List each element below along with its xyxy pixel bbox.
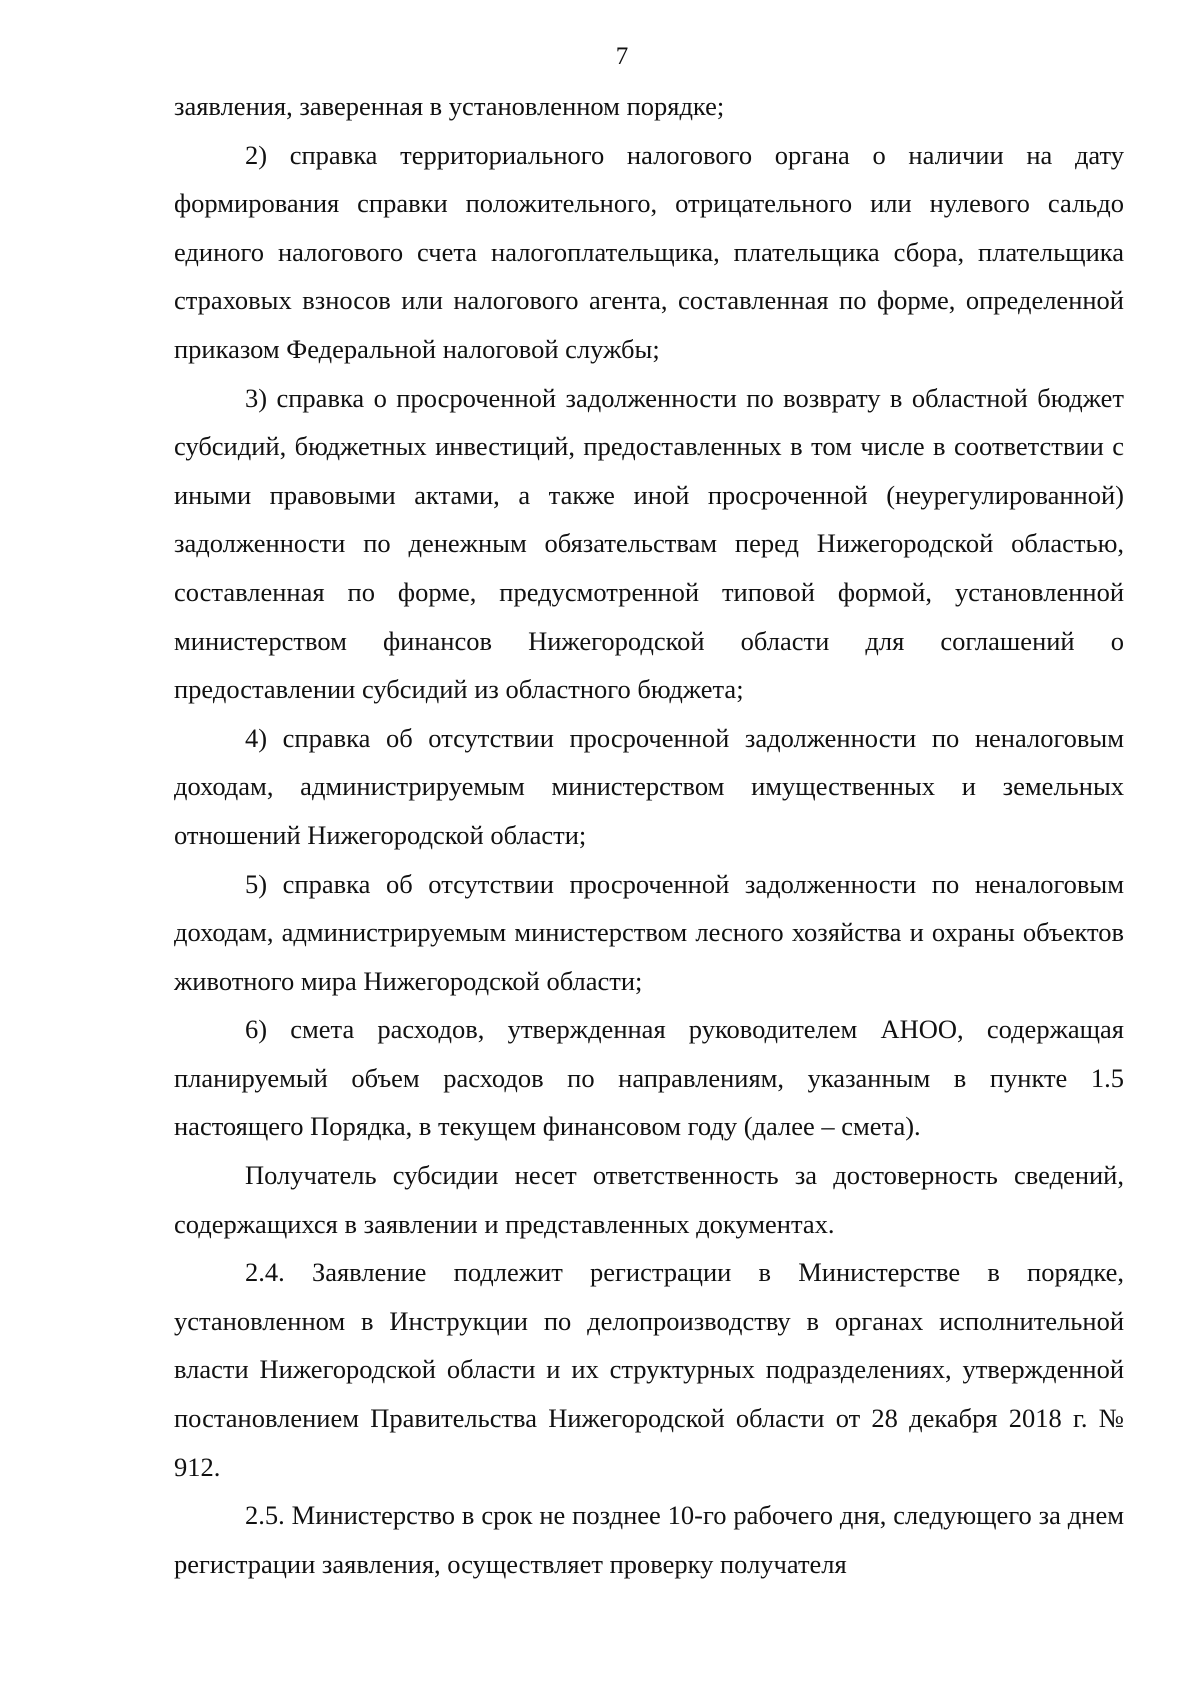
paragraph-item-5: 5) справка об отсутствии просроченной задолженности по неналоговым доходам, администрируемым министерством лесного хозяйства и охраны объектов животного мира Нижегородской области;: [174, 868, 1124, 996]
paragraph-item-6: 6) смета расходов, утвержденная руководителем АНОО, содержащая планируемый объем расходов по направлениям, указанным в пункте 1.5 настоящего Порядка, в текущем финансовом году (далее – смета).: [174, 1014, 1124, 1142]
document-body: [174, 82, 1124, 1588]
paragraph-2-5: 2.5. Министерство в срок не позднее 10-го рабочего дня, следующего за днем регистрации заявления, осуществляет проверку получателя: [174, 1500, 1124, 1579]
paragraph-item-2: 2) справка территориального налогового органа о наличии на дату формирования справки положительного, отрицательного или нулевого сальдо единого налогового счета налогоплательщика, плательщика сбора, плательщика страховых взносов или налогового агента, составленная по форме, определенной приказом Федеральной налоговой службы;: [174, 139, 1124, 364]
paragraph-item-3: 3) справка о просроченной задолженности по возврату в областной бюджет субсидий, бюджетных инвестиций, предоставленных в том числе в соответствии с иными правовыми актами, а также иной просроченной (неурегулированной) задолженности по денежным обязательствам перед Нижегородской областью, составленная по форме, предусмотренной типовой формой, установленной министерством финансов Нижегородской области для соглашений о предоставлении субсидий из областного бюджета;: [174, 382, 1124, 705]
paragraph-responsibility: Получатель субсидии несет ответственность за достоверность сведений, содержащихся в заявлении и представленных документах.: [174, 1160, 1124, 1239]
page-number: 7: [615, 43, 629, 70]
paragraph-2-4: 2.4. Заявление подлежит регистрации в Министерстве в порядке, установленном в Инструкции по делопроизводству в органах исполнительной власти Нижегородской области и их структурных подразделениях, утвержденной постановлением Правительства Нижегородской области от 28 декабря 2018 г. № 912.: [174, 1257, 1124, 1482]
paragraph-item-4: 4) справка об отсутствии просроченной задолженности по неналоговым доходам, администрируемым министерством имущественных и земельных отношений Нижегородской области;: [174, 722, 1124, 850]
paragraph-continuation: заявления, заверенная в установленном порядке;: [174, 91, 725, 121]
